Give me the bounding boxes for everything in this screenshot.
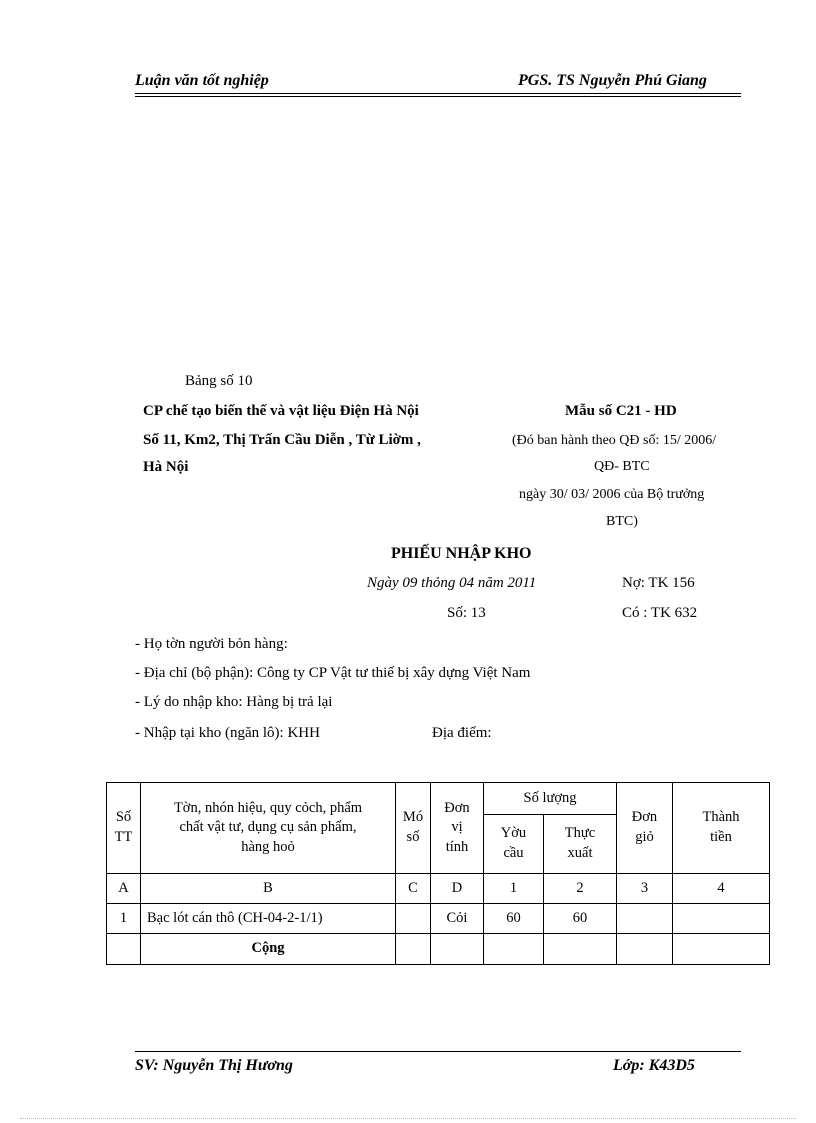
code-cell: 3 [617, 874, 673, 904]
footer-rule [135, 1051, 741, 1052]
row-actual: 60 [544, 904, 617, 934]
credit-account: Có : TK 632 [622, 605, 698, 621]
company-line-3: Hà Nội [143, 459, 189, 475]
header-unit: Đơn vị tính [431, 783, 484, 874]
header-quantity: Số lượng [484, 783, 617, 815]
header-amount: Thành tiền [673, 783, 770, 874]
table-number: Bảng số 10 [185, 373, 253, 389]
code-cell: 4 [673, 874, 770, 904]
seller-name: - Họ tờn người bỏn hàng: [135, 636, 288, 652]
code-cell: 2 [544, 874, 617, 904]
form-line-4: BTC) [606, 514, 638, 529]
table-row [107, 904, 770, 934]
row-unit: Cỏi [431, 904, 484, 934]
header-item-name: Tờn, nhón hiệu, quy cỏch, phẩm chất vật tư, dụng cụ sản phẩm, hàng hoỏ [141, 783, 396, 874]
code-cell: D [431, 874, 484, 904]
total-row [107, 934, 770, 965]
form-line-3: ngày 30/ 03/ 2006 của Bộ trưởng [519, 487, 705, 502]
form-line-2: QĐ- BTC [594, 459, 650, 474]
header-price: Đơn giỏ [617, 783, 673, 874]
header-actual: Thực xuất [544, 815, 617, 874]
import-reason: - Lý do nhập kho: Hàng bị trả lại [135, 694, 333, 710]
row-code [396, 904, 431, 934]
footer-right: Lớp: K43D5 [613, 1057, 695, 1074]
form-code: Mẫu số C21 - HD [565, 403, 677, 419]
row-item-name: Bạc lót cán thô (CH-04-2-1/1) [141, 904, 396, 934]
code-cell: C [396, 874, 431, 904]
debit-account: Nợ: TK 156 [622, 575, 695, 591]
header-right: PGS. TS Nguyễn Phú Giang [518, 72, 707, 89]
header-code: Mó số [396, 783, 431, 874]
footer-left: SV: Nguyễn Thị Hương [135, 1057, 293, 1074]
document-number: Số: 13 [447, 605, 486, 621]
document-date: Ngày 09 thỏng 04 năm 2011 [367, 575, 537, 591]
row-required: 60 [484, 904, 544, 934]
document-title: PHIẾU NHẬP KHO [391, 545, 532, 562]
row-amount [673, 904, 770, 934]
header-required: Yờu cầu [484, 815, 544, 874]
company-line-1: CP chế tạo biến thế và vật liệu Điện Hà Nội [143, 403, 419, 419]
receipt-table [106, 782, 770, 965]
form-line-1: (Đó ban hành theo QĐ số: 15/ 2006/ [512, 433, 717, 448]
company-line-2: Số 11, Km2, Thị Trấn Cầu Diễn , Từ Liờm , [143, 432, 421, 448]
code-cell: 1 [484, 874, 544, 904]
page-edge [20, 1118, 796, 1119]
header-rule-thin [135, 96, 741, 97]
row-stt: 1 [107, 904, 141, 934]
seller-address: - Địa chỉ (bộ phận): Công ty CP Vật tư thiế bị xây dựng Việt Nam [135, 665, 531, 681]
location: Địa điểm: [432, 725, 492, 741]
code-cell: A [107, 874, 141, 904]
row-price [617, 904, 673, 934]
code-cell: B [141, 874, 396, 904]
header-rule [135, 93, 741, 94]
total-label: Cộng [141, 934, 396, 965]
header-left: Luận văn tốt nghiệp [135, 72, 269, 89]
warehouse: - Nhập tại kho (ngăn lô): KHH [135, 725, 320, 741]
column-code-row [107, 874, 770, 904]
header-stt: Số TT [107, 783, 141, 874]
